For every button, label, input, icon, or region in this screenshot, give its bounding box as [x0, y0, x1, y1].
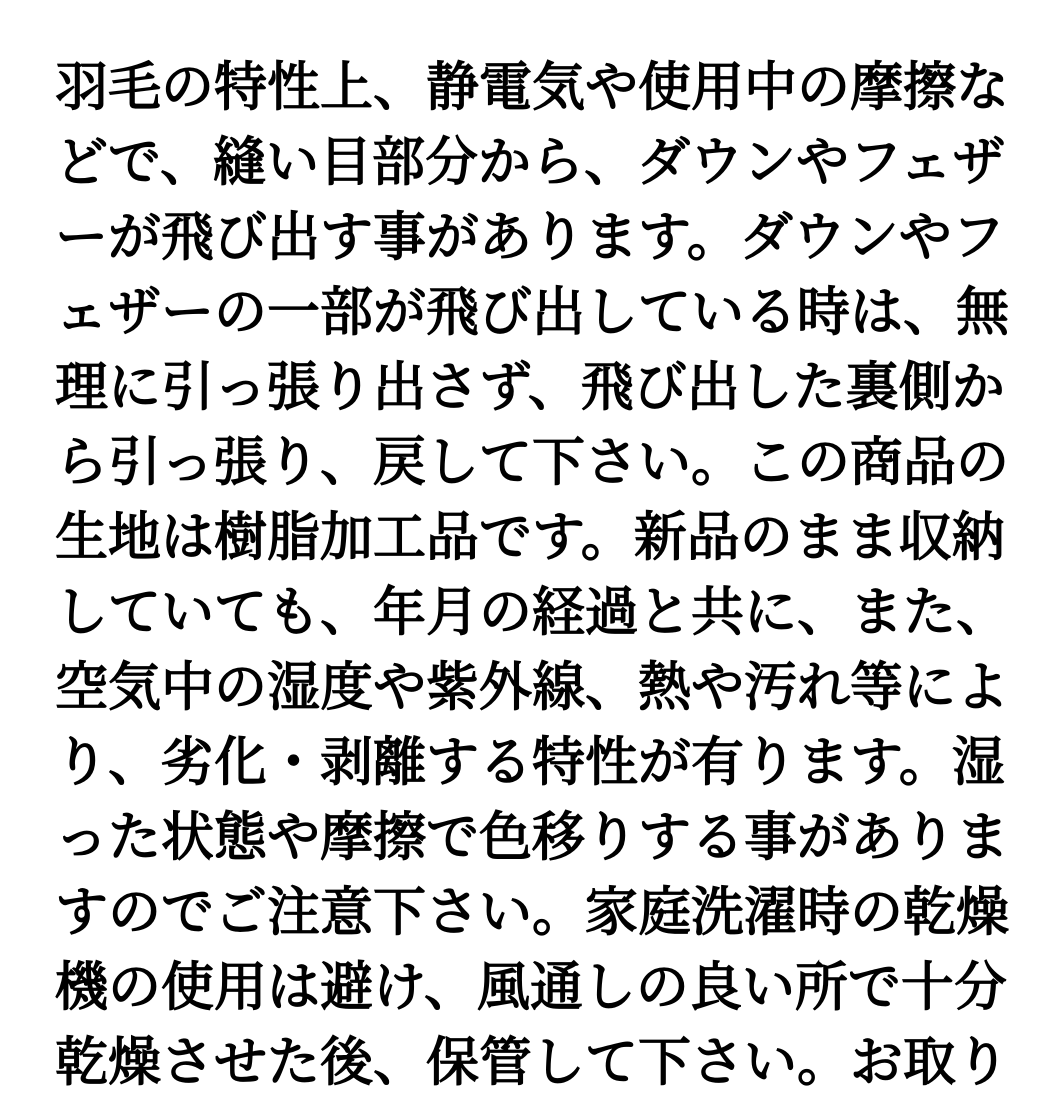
- text-line: 理に引っ張り出さず、飛び出した裏側か: [55, 358, 1005, 417]
- text-line: どで、縫い目部分から、ダウンやフェザ: [55, 133, 1006, 192]
- text-line: 羽毛の特性上、静電気や使用中の摩擦な: [55, 58, 1009, 117]
- text-line: ら引っ張り、戻して下さい。この商品の: [55, 433, 1009, 492]
- text-line: していても、年月の経過と共に、また、: [55, 583, 1009, 642]
- text-line: すのでご注意下さい。家庭洗濯時の乾燥: [55, 883, 1009, 942]
- text-line: 機の使用は避け、風通しの良い所で十分: [55, 958, 1007, 1017]
- text-line: 生地は樹脂加工品です。新品のまま収納: [55, 508, 1005, 567]
- text-line: ェザーの一部が飛び出している時は、無: [55, 283, 1009, 342]
- text-line: 乾燥させた後、保管して下さい。お取り: [55, 1033, 1009, 1092]
- text-line: ーが飛び出す事があります。ダウンやフ: [55, 208, 1005, 267]
- text-line: った状態や摩擦で色移りする事がありま: [55, 808, 1009, 867]
- care-instructions-text: [55, 50, 1015, 1100]
- text-line: り、劣化・剥離する特性が有ります。湿: [55, 733, 1005, 792]
- text-line: 空気中の湿度や紫外線、熱や汚れ等によ: [55, 658, 1009, 717]
